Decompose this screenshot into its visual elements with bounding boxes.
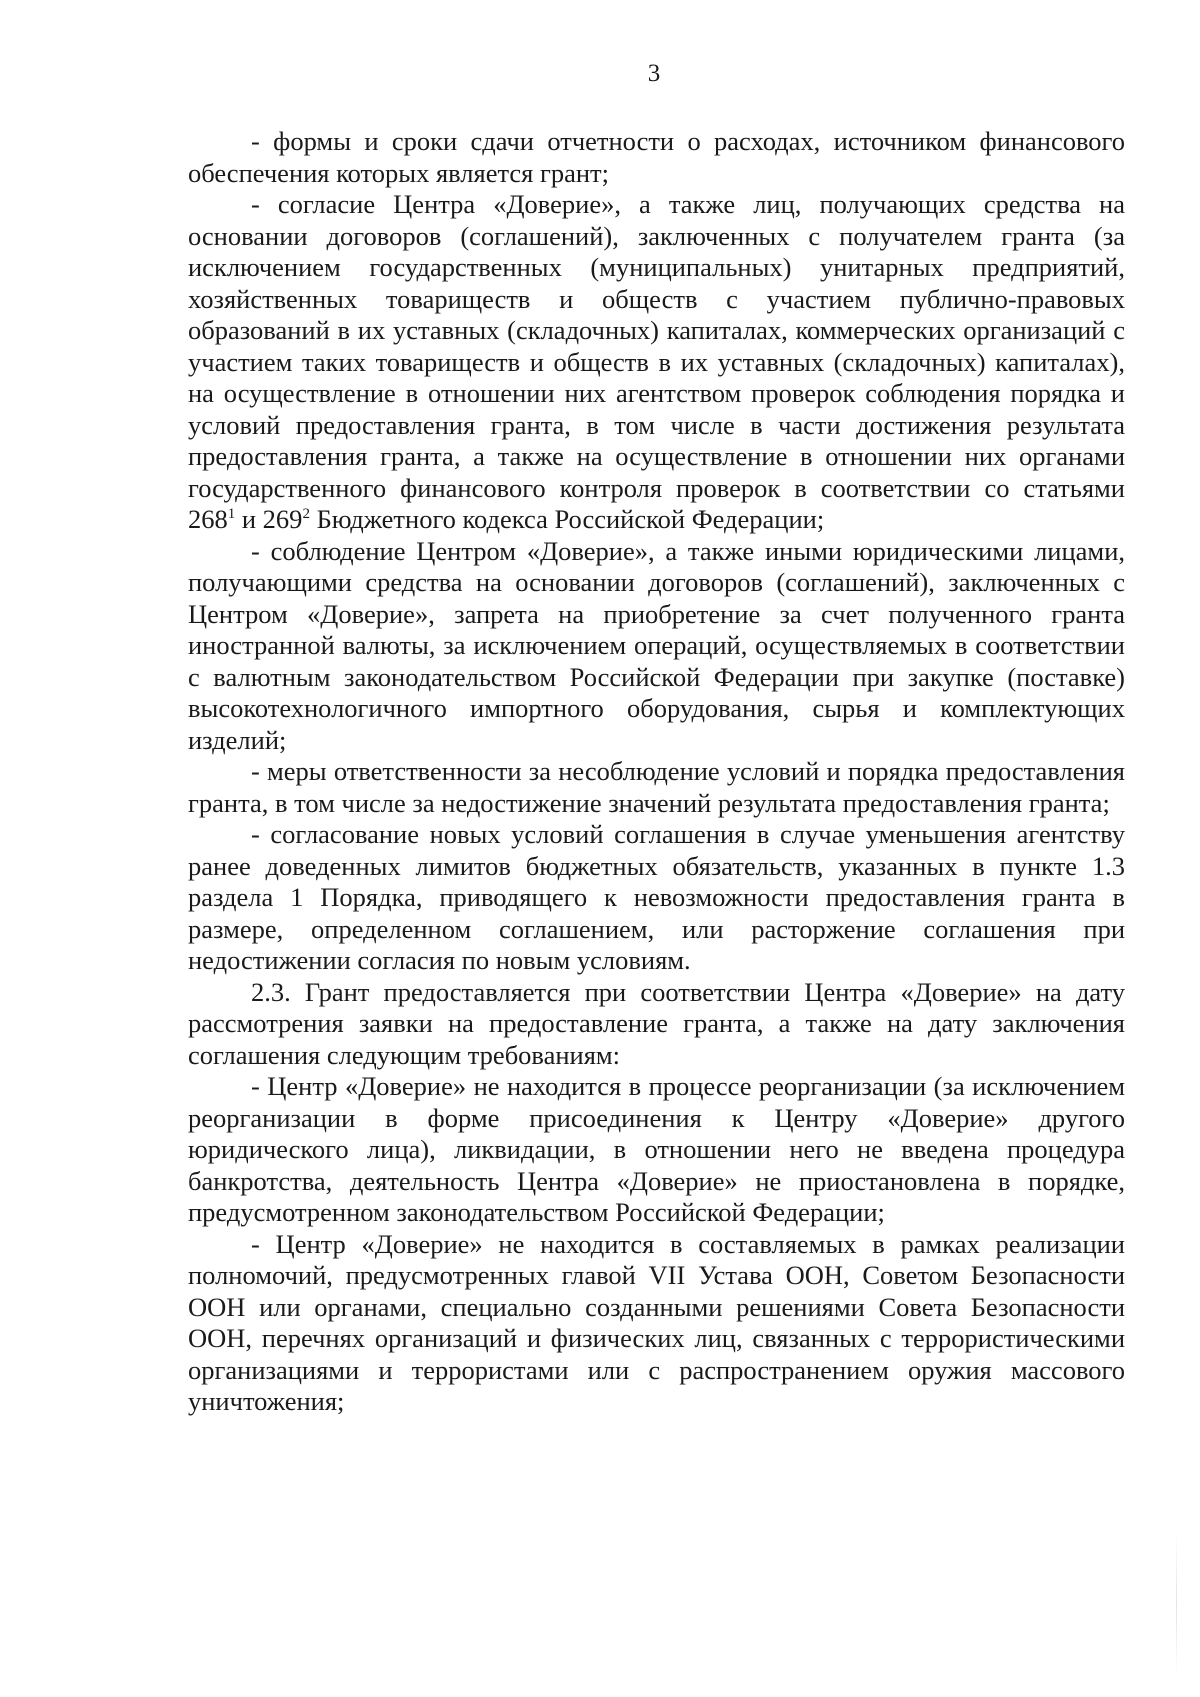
paragraph-consent-text: - согласие Центра «Доверие», а также лиц, получающих средства на основании договоров (соглашений), заключенных с получателем гранта (за исключением государственных (муниципальных) унитарных предприятий, хозяйственных товариществ и обществ с участием публично-правовых образований в их уставных (складочных) капиталах, коммерческих организаций с участием таких товариществ и обществ в их уставных (складочных) капиталах), на осуществление в отношении них агентством проверок соблюдения порядка и условий предоставления гранта, в том числе в части достижения результата предоставления гранта, а также на осуществление в отношении них органами государственного финансового контроля проверок в соответствии со статьями 268 [188,189,1125,534]
scan-edge-mark [1176,1530,1177,1680]
document-body [188,126,1125,1418]
paragraph-reporting-forms: - формы и сроки сдачи отчетности о расходах, источником финансового обеспечения которых является грант; [188,126,1125,188]
paragraph-consent-end: Бюджетного кодекса Российской Федерации; [309,504,825,534]
paragraph-new-conditions: - согласование новых условий соглашения в случае уменьшения агентству ранее доведенных лимитов бюджетных обязательств, указанных в пункте 1.3 раздела 1 Порядка, приводящего к невозможности предоставления гранта в размере, определенном соглашением, или расторжение соглашения при недостижении согласия по новым условиям. [188,819,1125,975]
paragraph-no-reorganization: - Центр «Доверие» не находится в процессе реорганизации (за исключением реорганизации в форме присоединения к Центру «Доверие» другого юридического лица), ликвидации, в отношении него не введена процедура банкротства, деятельность Центра «Доверие» не приостановлена в порядке, предусмотренном законодательством Российской Федерации; [188,1071,1125,1227]
paragraph-liability-measures: - меры ответственности за несоблюдение условий и порядка предоставления гранта, в том числе за недостижение значений результата предоставления гранта; [188,756,1125,818]
paragraph-section-2-3: 2.3. Грант предоставляется при соответствии Центра «Доверие» на дату рассмотрения заявки на предоставление гранта, а также на дату заключения соглашения следующим требованиям: [188,976,1125,1070]
footnote-superscript-1: 1 [227,506,236,522]
page-number: 3 [647,60,661,87]
paragraph-consent-middle: и 269 [235,504,303,534]
paragraph-un-sanctions-lists: - Центр «Доверие» не находится в составляемых в рамках реализации полномочий, предусмотренных главой VII Устава ООН, Советом Безопасности ООН или органами, специально созданными решениями Совета Безопасности ООН, перечнях организаций и физических лиц, связанных с террористическими организациями и террористами или с распространением оружия массового уничтожения; [188,1228,1125,1416]
paragraph-consent-to-inspections [188,189,1125,536]
footnote-superscript-2: 2 [302,506,310,522]
paragraph-currency-prohibition: - соблюдение Центром «Доверие», а также иными юридическими лицами, получающими средства на основании договоров (соглашений), заключенных с Центром «Доверие», запрета на приобретение за счет полученного гранта иностранной валюты, за исключением операций, осуществляемых в соответствии с валютным законодательством Российской Федерации при закупке (поставке) высокотехнологичного импортного оборудования, сырья и комплектующих изделий; [188,535,1125,755]
